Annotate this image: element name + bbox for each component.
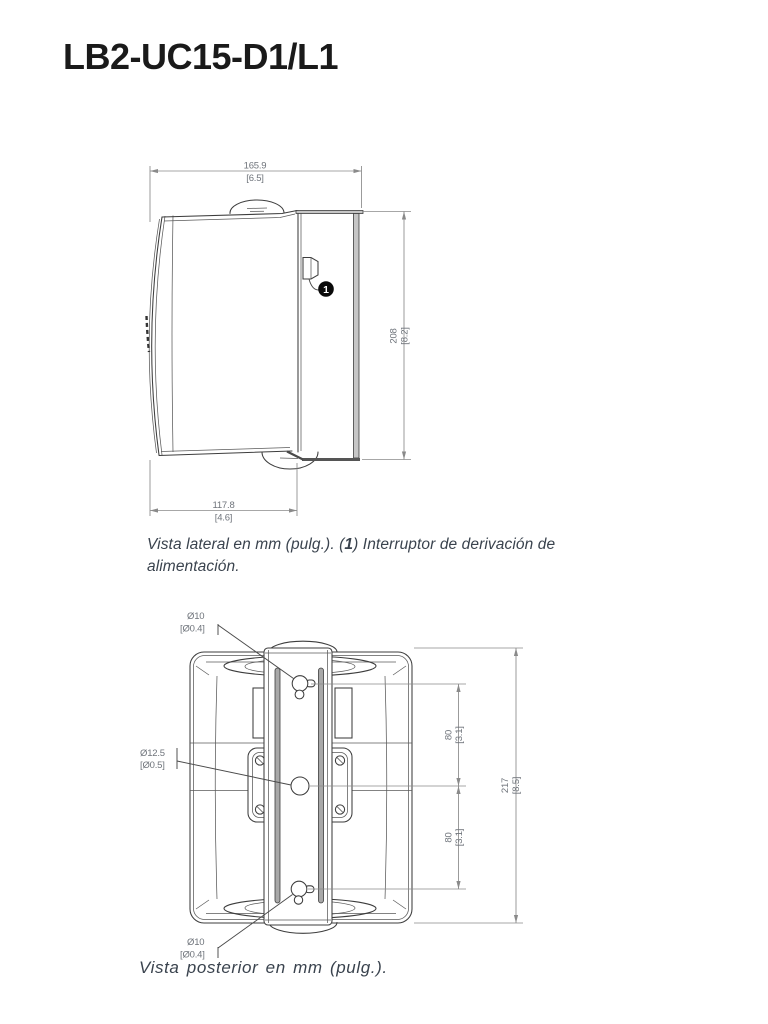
side-caption-callout: 1 [344,536,354,553]
grille-edge-detail [147,316,150,352]
callout-1-number: 1 [323,283,329,296]
bracket-slot-left [275,668,280,903]
dim-total-height-in: [8.5] [511,776,522,795]
label-hole-top-in: [Ø0.4] [180,623,205,635]
side-view-drawing [130,150,430,535]
keyhole-bottom-small [294,896,302,904]
dim-spacing-lower-mm: 80 [443,832,455,843]
side-caption-part1: Vista lateral en mm (pulg.). ( [147,536,345,553]
rear-view-drawing [130,600,530,960]
side-view-caption [147,534,599,578]
dim-depth-mm: 117.8 [212,500,235,511]
label-hole-middle-in: [Ø0.5] [140,760,165,771]
label-hole-middle-mm: Ø12.5 [140,748,165,759]
dim-width-mm: 165.9 [243,160,267,172]
dimension-total-height [414,648,523,923]
dim-width-in: [6.5] [246,173,264,184]
keyhole-top-small [295,690,304,699]
dim-spacing-upper-in: [3.1] [454,726,465,744]
label-hole-bottom-mm: Ø10 [187,937,205,948]
bracket-slot-right [319,668,324,903]
page-title: LB2-UC15-D1/L1 [63,36,339,77]
dim-spacing-lower-in: [3.1] [454,828,465,847]
hole-middle [291,777,309,795]
dim-spacing-upper-mm: 80 [443,729,455,741]
dim-depth-in: [4.6] [214,512,233,524]
dimension-height [362,212,411,460]
dim-total-height-mm: 217 [500,777,511,794]
callout-1-marker [309,279,334,297]
keyhole-bottom [291,881,307,897]
label-hole-bottom-in: [Ø0.4] [180,949,205,960]
bypass-switch-knob [303,258,318,280]
side-caption-part2: ) Interruptor de derivación de alimentación. [147,536,556,575]
dim-height-mm: 208 [388,328,400,344]
dim-height-in: [8.2] [399,327,411,345]
cabinet-side-outline [147,211,302,456]
rear-view-caption: Vista posterior en mm (pulg.). [139,958,388,977]
keyhole-top [292,676,308,692]
label-hole-top-mm: Ø10 [187,611,205,622]
top-swivel-dome [230,200,284,214]
dimension-depth [150,460,297,524]
